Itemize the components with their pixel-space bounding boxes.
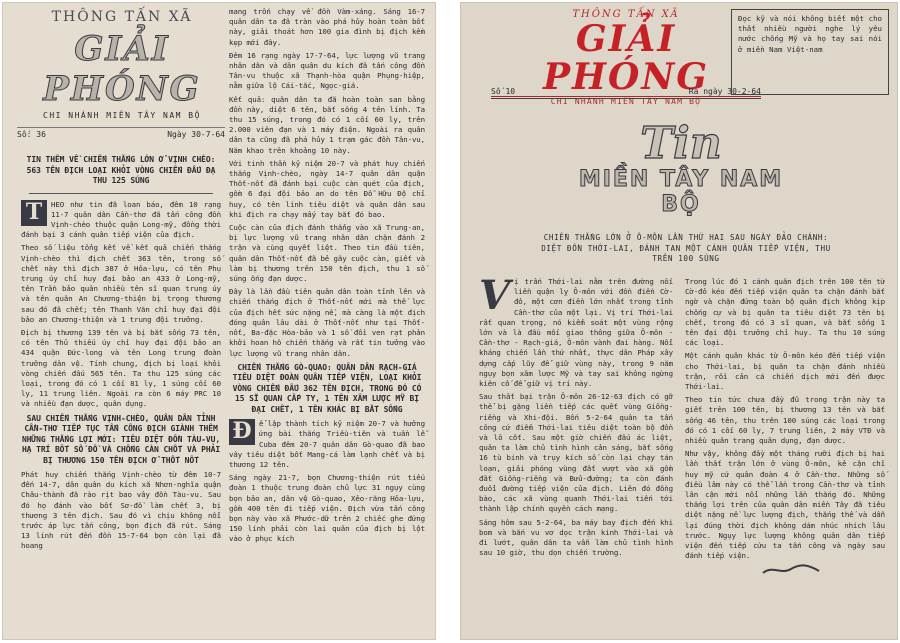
drop-cap: T xyxy=(21,200,47,226)
paragraph: Trong lúc đó 1 cánh quân địch trên 100 tên từ Cờ-đỏ kéo đến tiếp viện quân ta chặn đánh bắt ngờ và chặn đứng toàn bộ quân địch không kịp chống cự và bị quân ta tiêu diệt 73 tên bị chết, trong đó có 3 sĩ quan, và bắt sống 1 tên đại đội trưởng chỉ huy. Ta thu 10 súng các loại. xyxy=(685,277,885,348)
section-title-main: MIỀN TÂY NAM BỘ xyxy=(578,167,784,217)
paragraph xyxy=(229,419,425,470)
divider xyxy=(29,193,213,194)
issue-number: Số 10 xyxy=(491,87,516,96)
left-column-1 xyxy=(21,151,221,555)
paragraph: Đây là lần đầu tiên quân dân toàn tỉnh lên và chiến thắng địch ở Thốt-nốt mới mà thế lực của địch hết sức nặng nề, mà càng là một địch đóng quân lâu dài ở Thốt-nốt như tại Thốt-nốt, Ba-đặc Hòa-bảo và 1 số đồi ven rạt phản khởi hoan hô chiến thắng và rất tin tưởng vào lực lượng vũ trang nhân dân. xyxy=(229,287,425,358)
paragraph: Sáng hôm sau 5-2-64, ba máy bay địch đến khi bom và bắn vu vơ dọc trận kinh Thới-lai và đi lướt, quân dân ta vẫn làm chủ tình hình sau 10 giờ, thu dọn chiến trường. xyxy=(479,517,673,558)
right-column-1 xyxy=(479,272,673,561)
left-column-2 xyxy=(229,7,425,548)
masthead-left xyxy=(17,9,227,129)
masthead-title: GIẢI PHÓNG xyxy=(43,29,201,109)
masthead-agency: THÔNG TẤN XÃ xyxy=(51,9,193,25)
paragraph: Kết quả: quân dân ta đã hoàn toàn san bằng đồn này, diệt 6 tên, bắt sống 4 tên lính. Ta thu 15 súng, trong đó có 1 cối 60 ly, trên 2.000 viên đạn và 1 máy điện. Ngoài ra quân dân ta cũng đã phá hủy 1 trạm gác đồn Tân-vu, Năm khao trên khoảng 10 này. xyxy=(229,94,425,155)
signature-mark xyxy=(761,559,821,579)
paragraph: Địch bị thương 139 tên và bị bắt sống 73 tên, có tên Thủ thiếu úy chỉ huy đại đội bảo an 434 quận Đức-long và tên Long trung đoàn trưởng dân vệ. Tính chung, địch bị loại khỏi vòng chiến đấu 565 tên. Ta thu 125 súng các loại, trong đó có 1 cối 81 ly, 1 súng cối 60 ly, 11 trung liên. Ngoài ra còn 6 máy PRC 10 và nhiều đạn dược, quân dụng. xyxy=(21,327,221,409)
section-title-script: Tin xyxy=(640,118,722,169)
paragraph: Sau thất bại trận Ô-môn 26-12-63 địch có gỡ thể bị gặng liền tiếp các quết vùng Giồng-riềng và Xhi-đội. Bốn 5-2-64 quân ta tấn công cứ điểm Thới-lai tiêu diệt toàn bộ đồn và lô cốt. Sau một giờ chiến đấu ác liệt, quân ta làm chủ tình hình cản sáng, bắt sống 16 tù binh và trụy kích số còn lại chạy tán loạn, giải phóng vùng đất vượt vào xã gồm đất Giồng-riềng và Bửu-đường; ta còn đánh đuổi đường tiếp viện của địch. Liên đó đồng bào, các xã vùng quanh Thới-lai tiến tới thành lập chính quyền cách mạng. xyxy=(479,392,673,514)
masthead-branch: CHI NHÁNH MIỀN TÂY NAM BỘ xyxy=(491,96,761,106)
paragraph-text: HEO như tin đã loan báo, đêm 10 rạng 11-7 quân dân Cần-thơ đã tấn công đồn Vịnh-chèo thuộc quận Long-mỹ, đồng thời đánh bại 3 cánh quân tiếp viện của địch. xyxy=(21,199,221,240)
masthead-agency: THÔNG TẤN XÃ xyxy=(572,9,680,20)
paragraph: Theo tin tức chưa đầy đủ trong trận này ta giết trên 100 tên, bị thương 13 tên và bắt sống 46 tên, thu trên 100 súng các loại trong đó có 1 cối 60 ly, 7 trung liên, 2 máy VTĐ và nhiều quân trang quân dụng, đạn dược. xyxy=(685,395,885,446)
paragraph-text: ể lập thành tích kỷ niệm 20-7 và hưởng ứng bài thắng Triều-tiên và tuần lễ Cuba đêm 20-7 quân dân Gò-quao đã bao vây tiêu diệt bốt Mang-cá làm lạnh chết và bị thương 12 tên. xyxy=(229,419,425,470)
paragraph: Cuộc càn của địch đánh thẳng vào xã Trung-an, bị lực lượng vũ trang nhân dân chặn đánh 2 trận và cùng quyết liệt. Theo tin đầu tiên, quân dân Thốt-nốt đã bẻ gãy cuộc càn, giết và làm bị thương trên 150 tên địch, thu 1 số súng ống đạn dược. xyxy=(229,223,425,284)
headline: TIN THÊM VỀ CHIẾN THẮNG LỚN Ở VỊNH CHÈO: 563 TÊN ĐỊCH LOẠI KHỎI VÒNG CHIẾN ĐẤU ĐẠ THU 125 SÚNG xyxy=(26,155,216,185)
issue-date: Ngày 30-7-64 xyxy=(167,130,225,139)
newspaper-page-right xyxy=(460,2,898,640)
headline: SAU CHIẾN THẮNG VỊNH-CHÈO, QUÂN DÂN TỈNH CẦN-THƠ TIẾP TỤC TẤN CÔNG ĐỊCH GIÀNH THÊM NHỮNG THẮNG LỢI MỚI: TIÊU DIỆT ĐỒN TÀU-VU, HẠ TRÍ BỐT SỐ ĐỒ VÀ CHỐNG CÀN CHỐT VÀ PHẢI BỊ THƯƠNG 150 TÊN ĐỊCH Ở THỐT NỐT xyxy=(21,413,221,465)
section-title xyxy=(561,118,801,221)
headline: CHIẾN THẮNG GÒ-QUAO: QUÂN DÂN RẠCH-GIÁ TIÊU DIỆT ĐOÀN QUÂN TIẾP VIỆN, LOẠI KHỎI VÒNG CHIẾN ĐẤU 362 TÊN ĐỊCH, TRONG ĐÓ CÓ 15 SĨ QUAN CẤP TY, 1 TÊN XÂM LƯỢC MỸ BỊ ĐẠI CHẾT, 1 TÊN KHÁC BỊ BẮT SỐNG xyxy=(232,362,422,414)
masthead-title: GIẢI PHÓNG xyxy=(542,18,710,98)
paragraph: Đêm 16 rạng ngày 17-7-64, lực lượng vũ trang nhân dân và dân quân du kích đã tấn công đồn Tân-vu thuộc xã Thạnh-hòa quận Phụng-hiệp, nằm giữa lộ Cái-tắc, Ngọc-giá. xyxy=(229,50,425,91)
drop-cap: Đ xyxy=(229,419,255,445)
drop-cap: V xyxy=(479,272,510,319)
paragraph: Sáng ngày 21-7, bọn Chương-thiện rút tiếu đoàn 1 thuộc trung đoàn chủ lực 31 ngụy cùng bọn bảo an, dân vệ Gò-quao, Xẻo-răng Hỏa-lựu, gồm 400 tên đi tiếp viện. Địch vừa tấn công bọn này vào xã Phước-dữ trên 2 chiếc ghe đứng 150 lính phải còn lai quân của địch bị lột vào ở phục kích xyxy=(229,473,425,544)
paragraph xyxy=(21,200,221,241)
boxed-note: Đọc kỹ và nói không biết một cho thất nhiều người nghe lý yêu nước chống Mỹ và họ tay sai nói ở miền Nam Việt-nam xyxy=(731,9,889,95)
issue-line-right xyxy=(491,87,761,99)
newspaper-page-left xyxy=(2,2,436,640)
paragraph: Phát huy chiến thắng Vịnh-chèo từ đêm 10-7 đến 14-7, dân quân du kích xã Nhơn-nghĩa quận Châu-thành đã rào rịt bao vây đồn Tàu-vu. Sau đó họ đánh vào bốt Sơ-đồ làm chết 3, bị thương 3 tên địch. Sau đó vì chịu không nổi trước áp lực tấn công, bọn địch đã rút. Sáng 13 lính rút đến đồn 15-7-64 bọn còn lại đã hoang xyxy=(21,470,221,551)
issue-date: Ra ngày 30-2-64 xyxy=(688,87,761,96)
paragraph: Với tinh thần kỷ niệm 20-7 và phát huy chiến thắng Vịnh-chèo, ngày 14-7 quân dân quận Thốt-nốt đã đánh bại cuộc càn quét của địch, gồm 6 đại đội bảo an do tên Đỗ Hữu Độ chỉ huy, có tên lính tiêu diệt và quân dân sau khi địch ra chạy mấy tay bắt đó bao. xyxy=(229,158,425,219)
headline: CHIẾN THẮNG LỚN Ở Ô-MÔN LẦN THỨ HAI SAU NGÀY ĐẢO CHÁNH: DIỆT ĐỒN THỚI-LAI, ĐÁNH TAN MỘT CÁNH QUÂN TIẾP VIỆN, THU TRÊN 100 SÚNG xyxy=(541,233,831,263)
issue-number: Số: 36 xyxy=(17,130,46,139)
paragraph: Như vậy, không đầy một tháng rưỡi địch bị hai lần thất trận lớn ở vùng Ô-môn, kẻ cận chỉ huy mỹ cứ quân đoàn 4 ở Cần-thơ. Những số điều lâm này có thể lần trong Cần-thơ và tỉnh lân cận mới nổi những lần thắng đó. Những thắng lợi trên của quân dân miền Tây đã tiêu diệt nặng nề lực lượng địch, thắng thế và dẫn lại đúng thời địch không dám nhúc nhích lâu trước. Ngụy lực lượng không quân dân tiếp viện đến tiếp cứu ta tấn công và ngày sau đánh tiếp viện. xyxy=(685,449,885,561)
paragraph: Một cánh quân khác từ Ô-môn kéo đến tiếp viện cho Thới-lai, bị quân ta chặn đánh nhiều trận, rồi cản cá chiến dịch mới đến được Thới-lai. xyxy=(685,351,885,392)
right-column-2 xyxy=(685,277,885,564)
masthead-branch: CHI NHÁNH MIỀN TÂY NAM BỘ xyxy=(43,111,201,120)
paragraph: Theo số liệu tổng kết về kết quả chiến thắng Vịnh-chèo thì địch chết 363 tên, trong số chết này thì địch 387 ở Hỏa-lựu, có tên Phụ trung úy chỉ huy đại bảo an 433 ở Long-mỹ, tên Trần bảo quân nhiều tên sĩ quan trung úy và tên quân An Chương-thiện bị trọng thương sau đó đã chết; tên Thanh Văn chỉ huy đại đội bảo an Chương-thiện và 1 trung đội trưởng. xyxy=(21,243,221,324)
paragraph xyxy=(479,272,673,389)
issue-line-left xyxy=(17,127,225,139)
paragraph-text: ị trấn Thới-lai nằm trên đường nối liền quận lỵ Ô-môn với đồn điền Cờ-đỏ, một cơn điền lớn nhất trong tỉnh Cần-thơ của một lại. Vị trí Thới-lai rất quan trọng, nó kiểm soát một vùng rộng lớn và là đầu mối giao thông giữa Ô-môn - Cần-thơ - Rạch-giá, Ô-môn vành đai hàng. Nổi kháng chiến lần thứ nhất, thực dân Pháp xây dựng cấp lũy để giữ vùng này, trong 9 năm ngụy bọn xâm lược Mỹ và tay sai không ngừng kiên cố để giữ vị trí này. xyxy=(479,277,673,389)
paragraph: mang trốn chạy về đồn Vàm-xáng. Sáng 16-7 quân dân ta đã tràn vào phá hủy hoàn toàn bốt này, giải thoát hơn 100 gia đình bị địch kềm kẹp mới đây. xyxy=(229,7,425,47)
